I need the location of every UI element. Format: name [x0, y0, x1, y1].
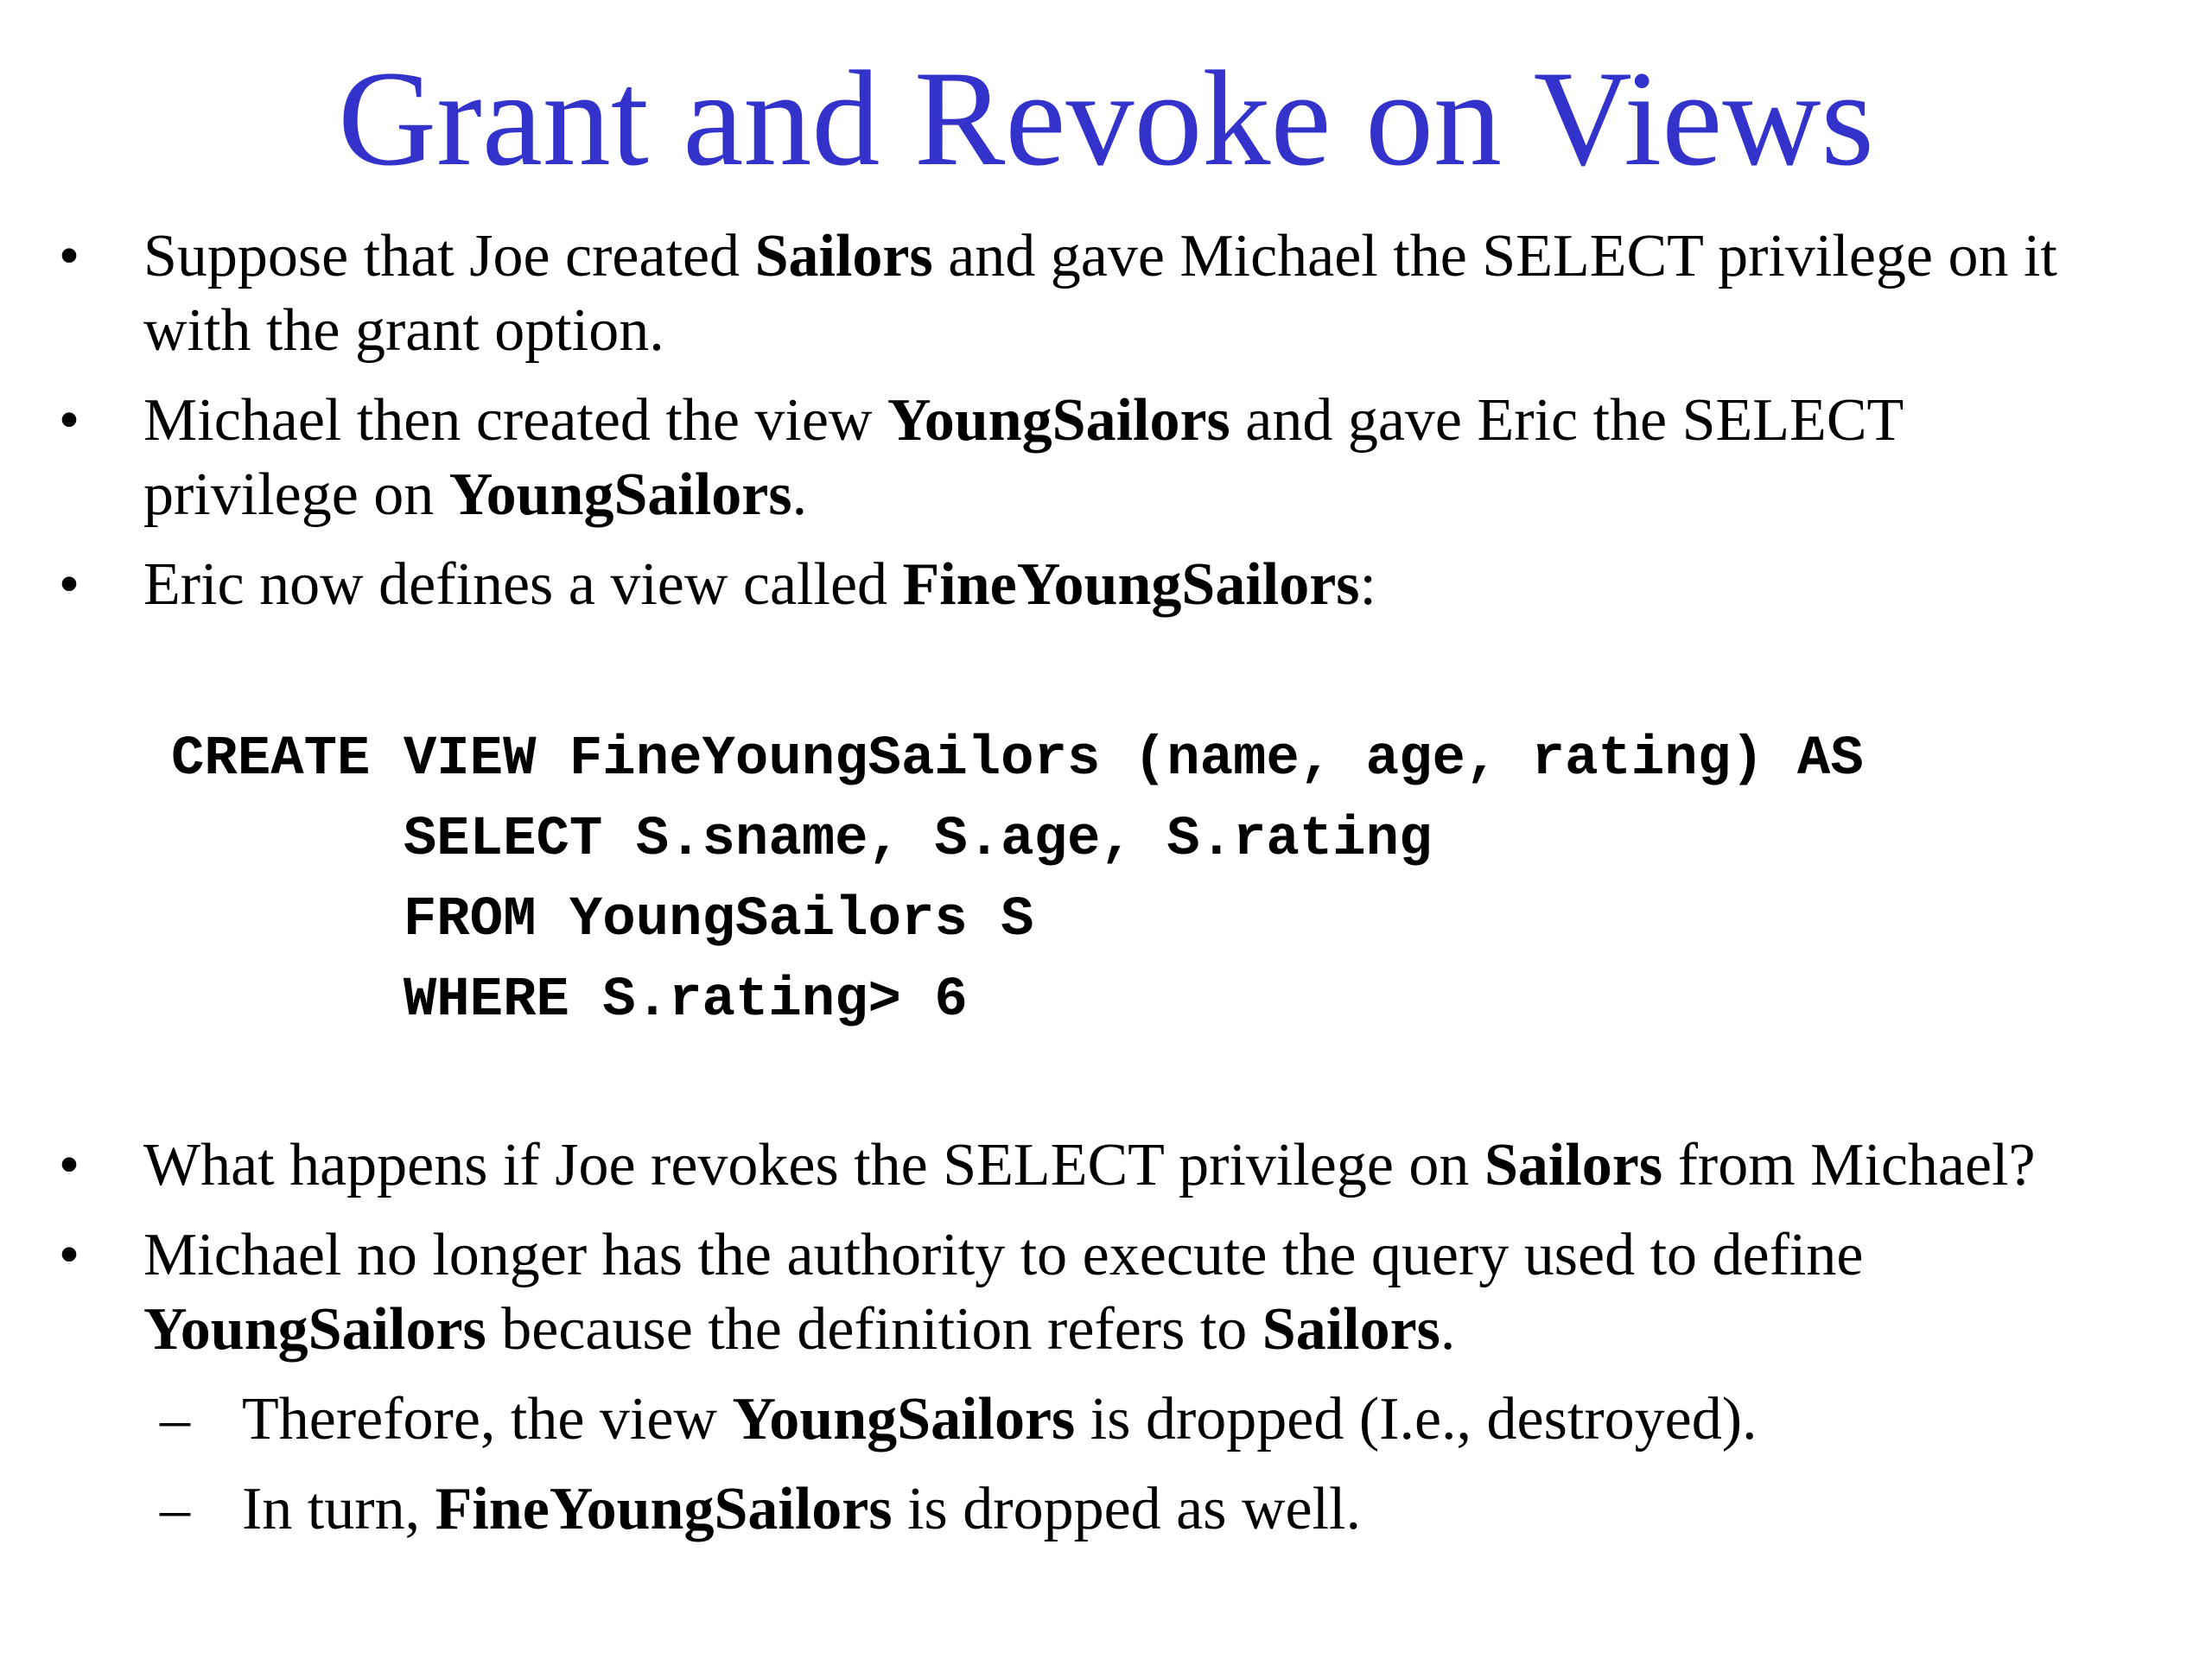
text-line [143, 1293, 1863, 1367]
text-line [242, 1472, 1361, 1547]
text-line [143, 294, 2057, 368]
text-run: and gave Michael the SELECT privilege on it [932, 223, 2057, 289]
bold-term: FineYoungSailors [435, 1476, 893, 1542]
text-run: Suppose that Joe created [143, 223, 755, 289]
code-line: FROM YoungSailors S [171, 889, 1034, 951]
slide-title: Grant and Revoke on Views [338, 43, 1874, 194]
text-run: What happens if Joe revokes the SELECT privilege on [143, 1132, 1484, 1198]
bold-term: Sailors [754, 223, 933, 289]
bullet-marker: • [58, 551, 80, 618]
text-line [143, 548, 1376, 622]
text-run: . [1440, 1296, 1456, 1363]
bullet-marker: • [58, 1222, 80, 1288]
bullet-text [143, 384, 1904, 532]
code-line: WHERE S.rating> 6 [171, 969, 968, 1032]
bold-term: YoungSailors [448, 461, 792, 528]
bold-term: YoungSailors [143, 1296, 486, 1363]
text-run: Therefore, the view [242, 1386, 733, 1452]
text-run: Eric now defines a view called [143, 551, 903, 618]
dash-marker: – [160, 1386, 190, 1452]
text-run: In turn, [242, 1476, 435, 1542]
sql-code-block [171, 720, 1864, 1041]
text-run: is dropped (I.e., destroyed). [1075, 1386, 1758, 1452]
bullet-text [143, 548, 1376, 622]
text-line [143, 1128, 2036, 1203]
text-run: is dropped as well. [892, 1476, 1361, 1542]
sub-bullet-text [242, 1472, 1361, 1547]
text-run: and gave Eric the SELECT [1230, 387, 1904, 454]
dash-marker: – [160, 1476, 190, 1542]
bullet-marker: • [58, 223, 80, 289]
text-line [143, 1218, 1863, 1293]
text-run: with the grant option. [143, 297, 664, 364]
text-run: Michael no longer has the authority to execute the query used to define [143, 1222, 1864, 1288]
bullet-text [143, 1218, 1863, 1367]
code-line: SELECT S.sname, S.age, S.rating [171, 809, 1433, 871]
bold-term: FineYoungSailors [902, 551, 1360, 618]
code-line: CREATE VIEW FineYoungSailors (name, age, rating) AS [171, 728, 1864, 791]
bullet-marker: • [58, 387, 80, 454]
text-run: : [1359, 551, 1376, 618]
text-run: from Michael? [1662, 1132, 2036, 1198]
text-line [143, 384, 1904, 458]
bold-term: Sailors [1262, 1296, 1440, 1363]
text-line [143, 219, 2057, 294]
bold-term: YoungSailors [887, 387, 1230, 454]
text-line [242, 1382, 1758, 1457]
bullet-text [143, 219, 2057, 368]
bold-term: Sailors [1484, 1132, 1663, 1198]
text-run: because the definition refers to [486, 1296, 1262, 1363]
text-line [143, 458, 1904, 532]
text-run: Michael then created the view [143, 387, 887, 454]
bullet-text [143, 1128, 2036, 1203]
bold-term: YoungSailors [732, 1386, 1076, 1452]
sub-bullet-text [242, 1382, 1758, 1457]
bullet-marker: • [58, 1132, 80, 1198]
text-run: . [791, 461, 808, 528]
text-run: privilege on [143, 461, 449, 528]
